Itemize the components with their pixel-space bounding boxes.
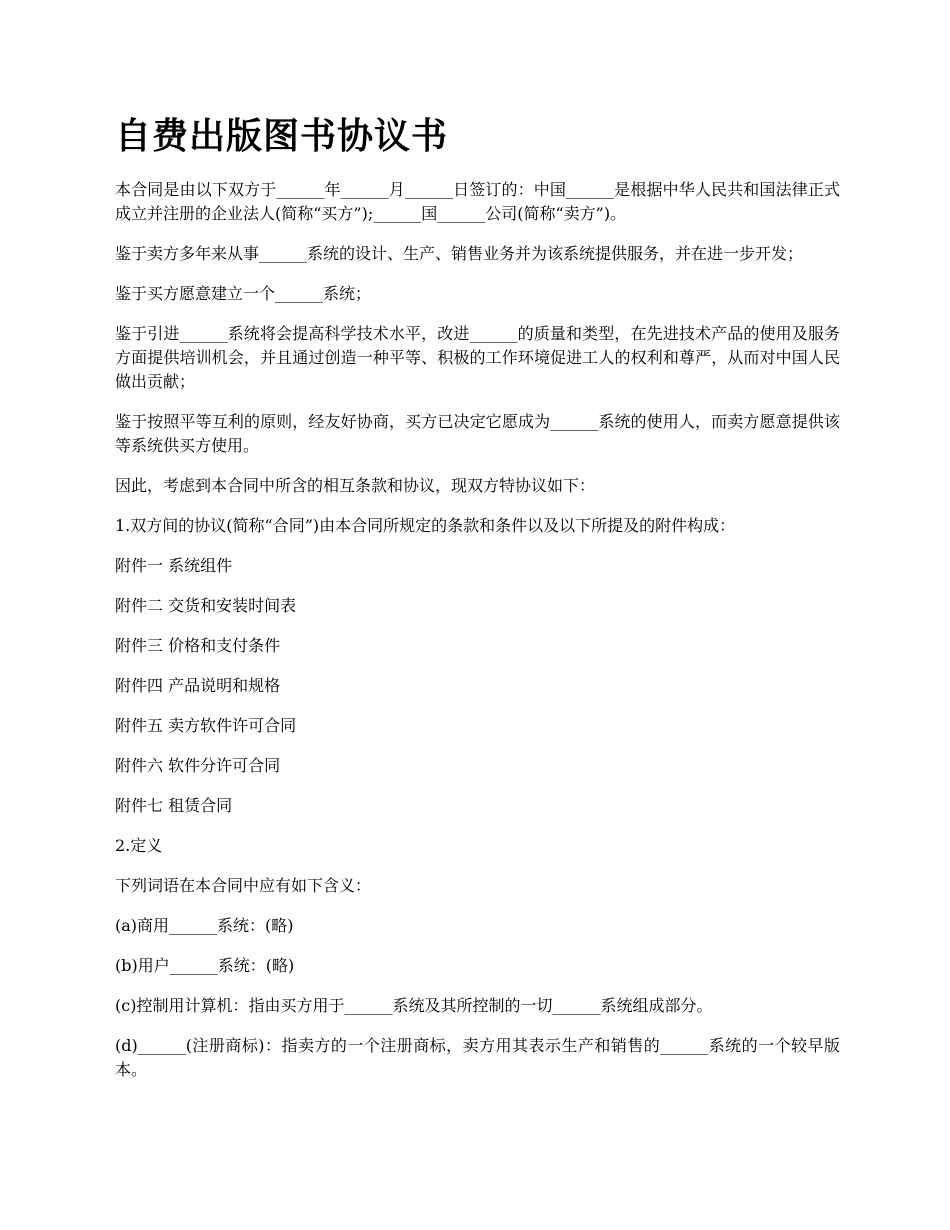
definition-c: (c)控制用计算机：指由买方用于______系统及其所控制的一切______系统组成部分。	[115, 996, 713, 1015]
annex-7: 附件七 租赁合同	[115, 796, 233, 815]
document-body	[115, 178, 840, 1098]
definition-b: (b)用户______系统：(略)	[115, 956, 295, 975]
paragraph-therefore: 因此，考虑到本合同中所含的相互条款和协议，现双方特协议如下：	[115, 476, 596, 495]
annex-5: 附件五 卖方软件许可合同	[115, 716, 297, 735]
definitions-intro: 下列词语在本合同中应有如下含义：	[115, 876, 372, 895]
paragraph-whereas-buyer: 鉴于买方愿意建立一个______系统；	[115, 284, 372, 303]
document-title: 自费出版图书协议书	[115, 115, 449, 157]
annex-3: 附件三 价格和支付条件	[115, 636, 281, 655]
annex-2: 附件二 交货和安装时间表	[115, 596, 297, 615]
annex-1: 附件一 系统组件	[115, 556, 233, 575]
annex-6: 附件六 软件分许可合同	[115, 756, 281, 775]
clause-1: 1.双方间的协议(简称“合同”)由本合同所规定的条款和条件以及以下所提及的附件构成：	[115, 516, 736, 535]
paragraph-whereas-seller: 鉴于卖方多年来从事______系统的设计、生产、销售业务并为该系统提供服务，并在进一步开发；	[115, 244, 804, 263]
definition-a: (a)商用______系统：(略)	[115, 916, 294, 935]
definition-d: (d)______(注册商标)：指卖方的一个注册商标，卖方用其表示生产和销售的______系统的一个较早版本。	[115, 1036, 840, 1079]
paragraph-whereas-equality: 鉴于按照平等互利的原则，经友好协商，买方已决定它愿成为______系统的使用人，而卖方愿意提供该等系统供买方使用。	[115, 412, 840, 455]
annex-4: 附件四 产品说明和规格	[115, 676, 281, 695]
paragraph-intro: 本合同是由以下双方于______年______月______日签订的：中国______是根据中华人民共和国法律正式成立并注册的企业法人(简称“买方”);______国______公司(简称“卖方”)。	[115, 180, 840, 223]
clause-2-heading: 2.定义	[115, 836, 163, 855]
paragraph-whereas-introduce: 鉴于引进______系统将会提高科学技术水平，改进______的质量和类型，在先进技术产品的使用及服务方面提供培训机会，并且通过创造一种平等、积极的工作环境促进工人的权利和尊严，从而对中国人民做出贡献；	[115, 324, 840, 391]
